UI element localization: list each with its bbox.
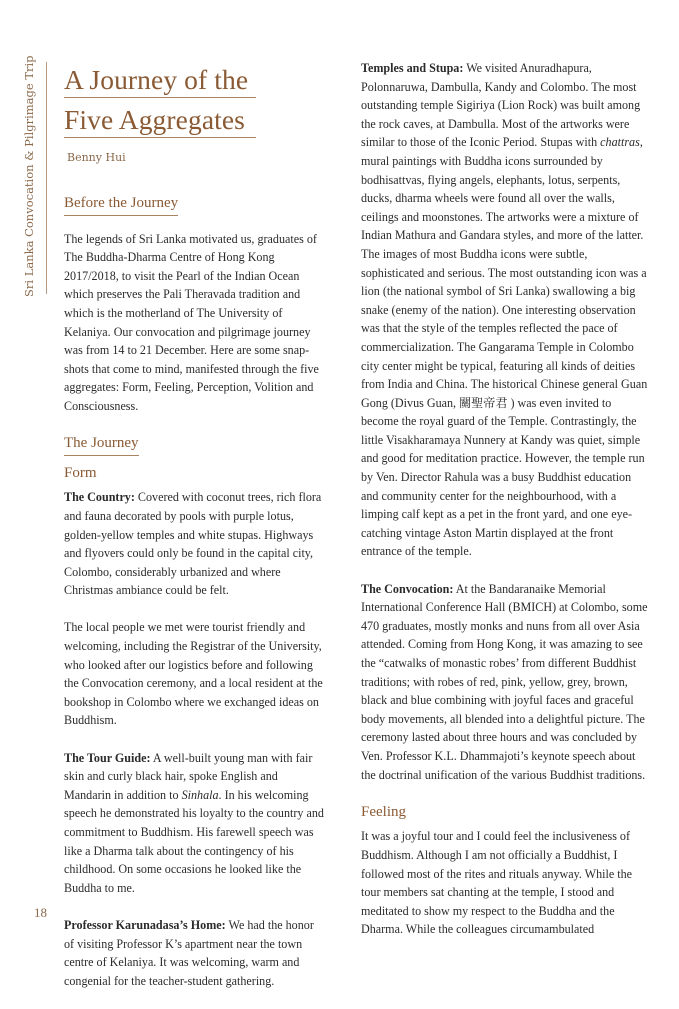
paragraph-country xyxy=(64,488,326,600)
article-title xyxy=(64,60,259,140)
paragraph-tour-guide xyxy=(64,749,326,898)
title-underline-2 xyxy=(64,137,256,138)
text-sinhala: Sinhala xyxy=(181,787,219,802)
paragraph-professor xyxy=(64,916,326,990)
text-tour-guide-1: A well-built young man with fair skin and curly black hair, spoke English and Mandarin in addition to xyxy=(64,750,313,802)
left-column xyxy=(64,194,326,1009)
right-column xyxy=(361,59,651,958)
text-chattras: chattras xyxy=(600,135,640,150)
paragraph-convocation xyxy=(361,580,651,785)
heading-before-journey: Before the Journey xyxy=(64,194,178,216)
heading-form: Form xyxy=(64,464,97,481)
label-tour-guide: The Tour Guide: xyxy=(64,750,151,765)
paragraph-people: The local people we met were tourist friendly and welcoming, including the Registrar of the University, who looked after our logistics before and following the Convocation ceremony, and a local resident at the bookshop in Colombo where we exchanged ideas on Buddhism. xyxy=(64,620,323,728)
author: Benny Hui xyxy=(67,151,126,164)
label-country: The Country: xyxy=(64,490,135,505)
paragraph-temples xyxy=(361,59,651,561)
sidebar-divider xyxy=(46,62,47,294)
heading-feeling: Feeling xyxy=(361,803,406,820)
label-professor: Professor Karunadasa’s Home: xyxy=(64,917,226,932)
label-convocation: The Convocation: xyxy=(361,581,454,596)
title-line-2: Five Aggregates xyxy=(64,104,245,135)
title-underline-1 xyxy=(64,97,256,98)
text-temples-1: We visited Anuradhapura, Polonnaruwa, Dambulla, Kandy and Colombo. The most outstanding temple Sigiriya (Lion Rock) was built among the rock caves, at Dambulla. Most of the artworks were similar to those of the Iconic Period. Stupas with xyxy=(361,61,641,150)
text-temples-2: , mural paintings with Buddha icons surrounded by bodhisattvas, flying angels, elephants, lotus, serpents, ducks, dharma wheels were found all over the walls, ceilings and moonstones. The artworks were a mixture of Indian Mathura and Gandara styles, and more of the latter. The images of most Buddha icons were subtle, sophisticated and serious. The most outstanding icon was a lion (the national symbol of Sri Lanka) swallowing a big snake (enemy of the nation). One interesting observation was that the style of the temples reflected the pace of commercialization. The Gangarama Temple in Colombo city center might be typical, featuring all kinds of deities from India and China. The historical Chinese general Guan Gong (Divus Guan, 關聖帝君 ) was even invited to become the royal guard of the Temple. Contrastingly, the little Visakharamaya Nunnery at Kandy was quiet, simple and good for meditation practice. However, the temple run by Ven. Director Rahula was a busy Buddhist education and community center for the neighbourhood, with a limping calf kept as a pet in the front yard, and one eye-catching vintage Aston Martin displayed at the front entrance of the temple. xyxy=(361,135,648,559)
paragraph-before-journey: The legends of Sri Lanka motivated us, graduates of The Buddha-Dharma Centre of Hong Kong 2017/2018, to visit the Pearl of the Indian Ocean which preserves the Pali Theravada tradition and which is the motherland of The University of Kelaniya. Our convocation and pilgrimage journey was from 14 to 21 December. Here are some snap-shots that come to mind, manifested through the five aggregates: Form, Feeling, Perception, Volition and Consciousness. xyxy=(64,231,319,413)
page-number: 18 xyxy=(34,905,47,920)
text-convocation: At the Bandaranaike Memorial International Conference Hall (BMICH) at Colombo, some 470 graduates, mostly monks and nuns from all over Asia attended. Coming from Hong Kong, it was amazing to see the “catwalks of monastic robes’ from different Buddhist traditions; with robes of red, pink, yellow, grey, brown, black and blue combining with joyful faces and graceful body movements, all blended into a delightful picture. The ceremony lasted about three hours and was concluded by Ven. Professor K.L. Dhammajoti’s keynote speech about the doctrinal unification of the various Buddhist traditions. xyxy=(361,581,648,782)
sidebar-label xyxy=(20,55,36,297)
sidebar-label-text: Sri Lanka Convocation & Pilgrimage Trip xyxy=(22,55,36,297)
label-temples: Temples and Stupa: xyxy=(361,61,464,75)
text-professor: We had the honor of visiting Professor K’s apartment near the town centre of Kelaniya. It was welcoming, warm and congenial for the teacher-student gathering. xyxy=(64,917,314,988)
paragraph-feeling: It was a joyful tour and I could feel the inclusiveness of Buddhism. Although I am not officially a Buddhist, I followed most of the rites and rituals anyway. While the tour members sat chanting at the temple, I stood and meditated to show my respect to the Buddha and the Dharma. While the colleagues circumambulated xyxy=(361,829,633,937)
heading-the-journey: The Journey xyxy=(64,434,139,456)
title-line-1: A Journey of the xyxy=(64,64,249,95)
text-tour-guide-2: . In his welcoming speech he demonstrated his loyalty to the country and commitment to Buddhism. His farewell speech was like a Dharma talk about the contingency of his childhood. On some occasions he looked like the Buddha to me. xyxy=(64,787,324,895)
text-country: Covered with coconut trees, rich flora and fauna decorated by pools with purple lotus, golden-yellow temples and white stupas. Highways and flyovers could only be found in the capital city, Colombo, considerably urbanized and where Christmas ambiance could be felt. xyxy=(64,490,322,598)
